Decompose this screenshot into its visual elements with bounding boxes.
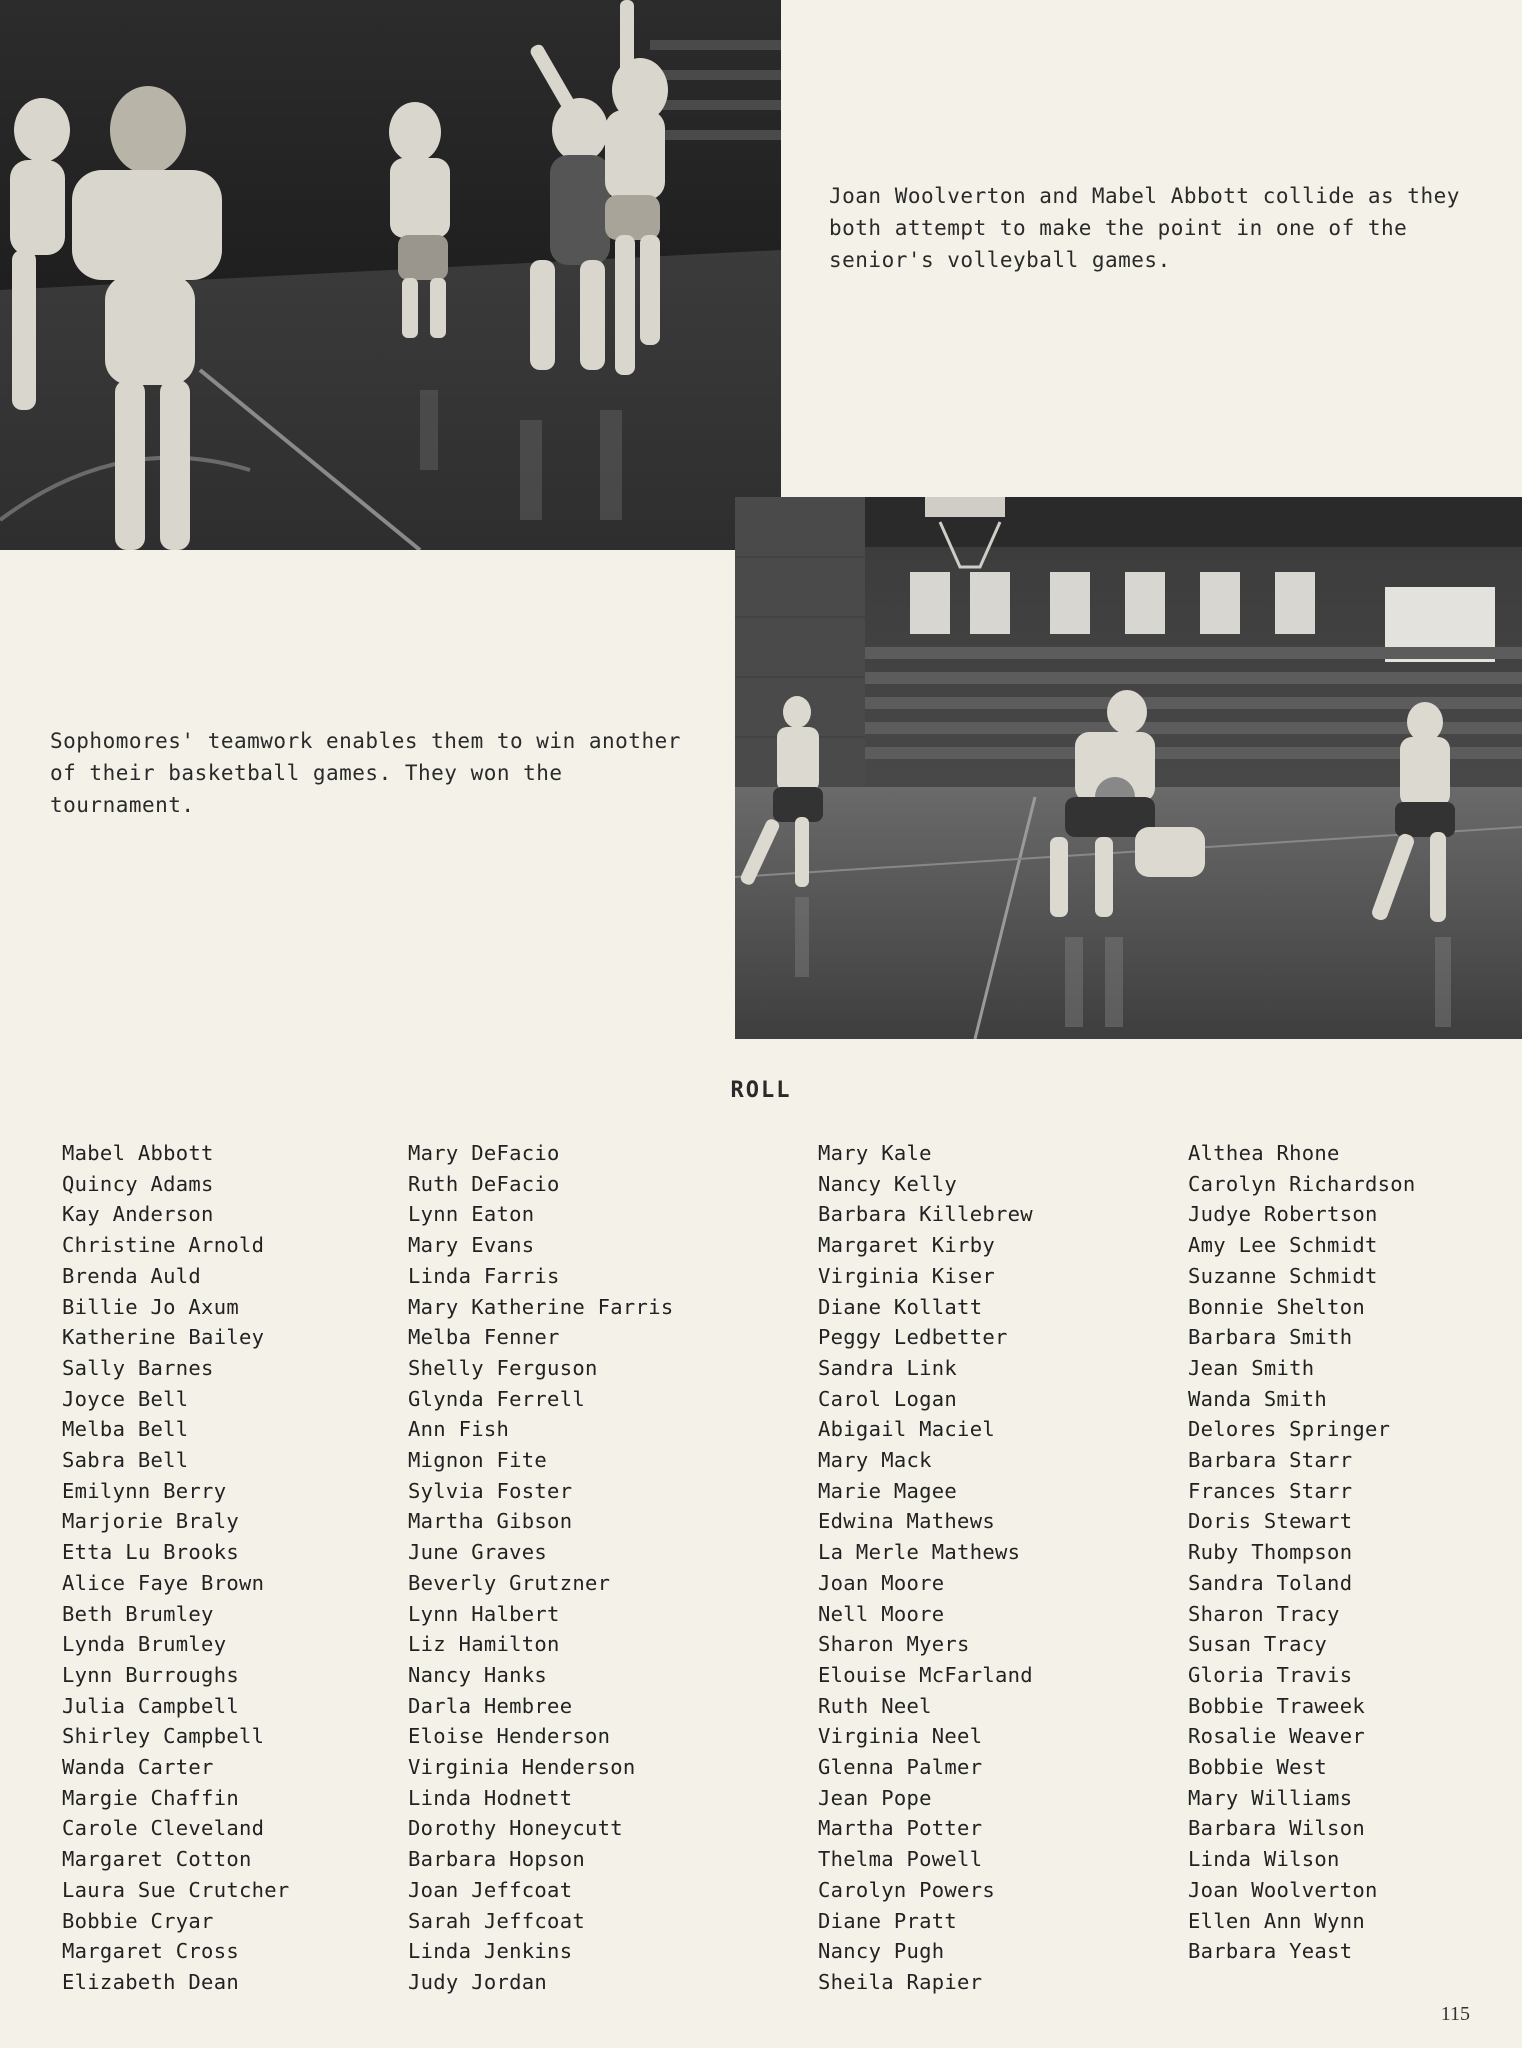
roll-name: Brenda Auld [62,1263,202,1288]
roll-name: Glynda Ferrell [408,1386,585,1411]
roll-name: Diane Pratt [818,1908,958,1933]
roll-name: Linda Wilson [1188,1847,1340,1872]
roll-name: Bobbie Traweek [1188,1693,1365,1718]
roll-name: Liz Hamilton [408,1632,560,1657]
roll-name: La Merle Mathews [818,1540,1021,1565]
roll-name: Lynda Brumley [62,1632,227,1657]
roll-name: Eloise Henderson [408,1724,611,1749]
roll-name: Joan Woolverton [1188,1877,1378,1902]
roll-name: Lynn Burroughs [62,1662,239,1687]
roll-name: Sabra Bell [62,1448,189,1473]
roll-heading: ROLL [730,1078,792,1103]
roll-column-2 [408,1138,673,1998]
roll-name: Jean Smith [1188,1355,1315,1380]
photo-basketball-game [735,497,1522,1039]
roll-name: Elizabeth Dean [62,1969,239,1994]
roll-name: Melba Bell [62,1417,189,1442]
roll-name: Jean Pope [818,1785,932,1810]
roll-name: Margie Chaffin [62,1785,239,1810]
roll-name: Joyce Bell [62,1386,189,1411]
roll-name: Mary Katherine Farris [408,1294,674,1319]
caption-volleyball: Joan Woolverton and Mabel Abbott collide as they both attempt to make the point in one of the senior's volleyball games. [829,184,1460,272]
roll-name: Althea Rhone [1188,1141,1340,1165]
roll-name: Linda Jenkins [408,1939,573,1964]
roll-name: June Graves [408,1540,548,1565]
roll-name: Thelma Powell [818,1847,983,1872]
roll-name: Delores Springer [1188,1417,1391,1442]
roll-name: Gloria Travis [1188,1662,1353,1687]
caption-basketball: Sophomores' teamwork enables them to win another of their basketball games. They won the tournament. [50,729,681,817]
roll-name: Joan Jeffcoat [408,1877,573,1902]
roll-name: Sarah Jeffcoat [408,1908,585,1933]
roll-name: Linda Hodnett [408,1785,573,1810]
roll-name: Margaret Kirby [818,1233,995,1258]
roll-name: Virginia Kiser [818,1263,995,1288]
roll-name: Glenna Palmer [818,1755,983,1780]
volleyball-photo-image [0,0,781,550]
roll-name: Virginia Henderson [408,1755,636,1780]
roll-column-3 [818,1138,1033,1998]
roll-name: Margaret Cotton [62,1847,252,1872]
roll-name: Barbara Wilson [1188,1816,1365,1841]
roll-name: Sandra Toland [1188,1570,1353,1595]
roll-name: Peggy Ledbetter [818,1325,1008,1350]
roll-name: Abigail Maciel [818,1417,995,1442]
roll-name: Wanda Smith [1188,1386,1328,1411]
roll-name: Carole Cleveland [62,1816,265,1841]
roll-name: Billie Jo Axum [62,1294,239,1319]
roll-name: Alice Faye Brown [62,1570,265,1595]
roll-name: Sandra Link [818,1355,958,1380]
roll-name: Nancy Pugh [818,1939,945,1964]
roll-name: Mary Williams [1188,1785,1353,1810]
roll-name: Frances Starr [1188,1478,1353,1503]
roll-name: Carolyn Richardson [1188,1171,1416,1196]
roll-name: Dorothy Honeycutt [408,1816,623,1841]
roll-name: Barbara Hopson [408,1847,585,1872]
roll-name: Bobbie West [1188,1755,1328,1780]
roll-name: Suzanne Schmidt [1188,1263,1378,1288]
roll-name: Kay Anderson [62,1202,214,1227]
roll-name: Barbara Starr [1188,1448,1353,1473]
roll-name: Sylvia Foster [408,1478,573,1503]
roll-name: Sharon Tracy [1188,1601,1340,1626]
roll-name: Sally Barnes [62,1355,214,1380]
roll-name: Etta Lu Brooks [62,1540,239,1565]
page-number: 115 [1440,2003,1470,2025]
roll-column-1 [62,1138,290,1998]
roll-name: Nell Moore [818,1601,945,1626]
roll-name: Nancy Kelly [818,1171,958,1196]
roll-name: Margaret Cross [62,1939,239,1964]
roll-name: Bobbie Cryar [62,1908,214,1933]
roll-column-4 [1188,1138,1416,1967]
roll-name: Doris Stewart [1188,1509,1353,1534]
roll-name: Bonnie Shelton [1188,1294,1365,1319]
roll-name: Mignon Fite [408,1448,548,1473]
roll-name: Ann Fish [408,1417,510,1442]
roll-name: Lynn Halbert [408,1601,560,1626]
roll-name: Mary Kale [818,1141,932,1165]
roll-name: Ruth Neel [818,1693,932,1718]
roll-name: Ellen Ann Wynn [1188,1908,1365,1933]
roll-name: Linda Farris [408,1263,560,1288]
roll-name: Nancy Hanks [408,1662,548,1687]
roll-name: Judy Jordan [408,1969,548,1994]
roll-name: Melba Fenner [408,1325,560,1350]
roll-name: Barbara Yeast [1188,1939,1353,1964]
roll-name: Barbara Killebrew [818,1202,1033,1227]
roll-name: Mary DeFacio [408,1141,560,1165]
roll-name: Beverly Grutzner [408,1570,611,1595]
roll-name: Amy Lee Schmidt [1188,1233,1378,1258]
roll-name: Mary Mack [818,1448,932,1473]
roll-name: Sheila Rapier [818,1969,983,1994]
roll-name: Marjorie Braly [62,1509,239,1534]
roll-name: Ruby Thompson [1188,1540,1353,1565]
roll-name: Martha Gibson [408,1509,573,1534]
roll-name: Barbara Smith [1188,1325,1353,1350]
roll-name: Shirley Campbell [62,1724,265,1749]
roll-name: Mabel Abbott [62,1141,214,1165]
roll-name: Virginia Neel [818,1724,983,1749]
roll-name: Laura Sue Crutcher [62,1877,290,1902]
roll-name: Lynn Eaton [408,1202,535,1227]
basketball-photo-image [735,497,1522,1039]
roll-name: Joan Moore [818,1570,945,1595]
roll-name: Judye Robertson [1188,1202,1378,1227]
roll-name: Elouise McFarland [818,1662,1033,1687]
roll-name: Wanda Carter [62,1755,214,1780]
photo-volleyball-game [0,0,781,550]
roll-name: Marie Magee [818,1478,958,1503]
roll-name: Diane Kollatt [818,1294,983,1319]
roll-name: Emilynn Berry [62,1478,227,1503]
roll-name: Mary Evans [408,1233,535,1258]
roll-name: Shelly Ferguson [408,1355,598,1380]
roll-name: Rosalie Weaver [1188,1724,1365,1749]
roll-name: Susan Tracy [1188,1632,1328,1657]
roll-name: Darla Hembree [408,1693,573,1718]
roll-name: Carol Logan [818,1386,958,1411]
roll-name: Christine Arnold [62,1233,265,1258]
roll-name: Beth Brumley [62,1601,214,1626]
roll-name: Katherine Bailey [62,1325,265,1350]
roll-name: Edwina Mathews [818,1509,995,1534]
roll-name: Carolyn Powers [818,1877,995,1902]
roll-name: Sharon Myers [818,1632,970,1657]
roll-name: Julia Campbell [62,1693,239,1718]
roll-name: Quincy Adams [62,1171,214,1196]
roll-name: Martha Potter [818,1816,983,1841]
roll-name: Ruth DeFacio [408,1171,560,1196]
